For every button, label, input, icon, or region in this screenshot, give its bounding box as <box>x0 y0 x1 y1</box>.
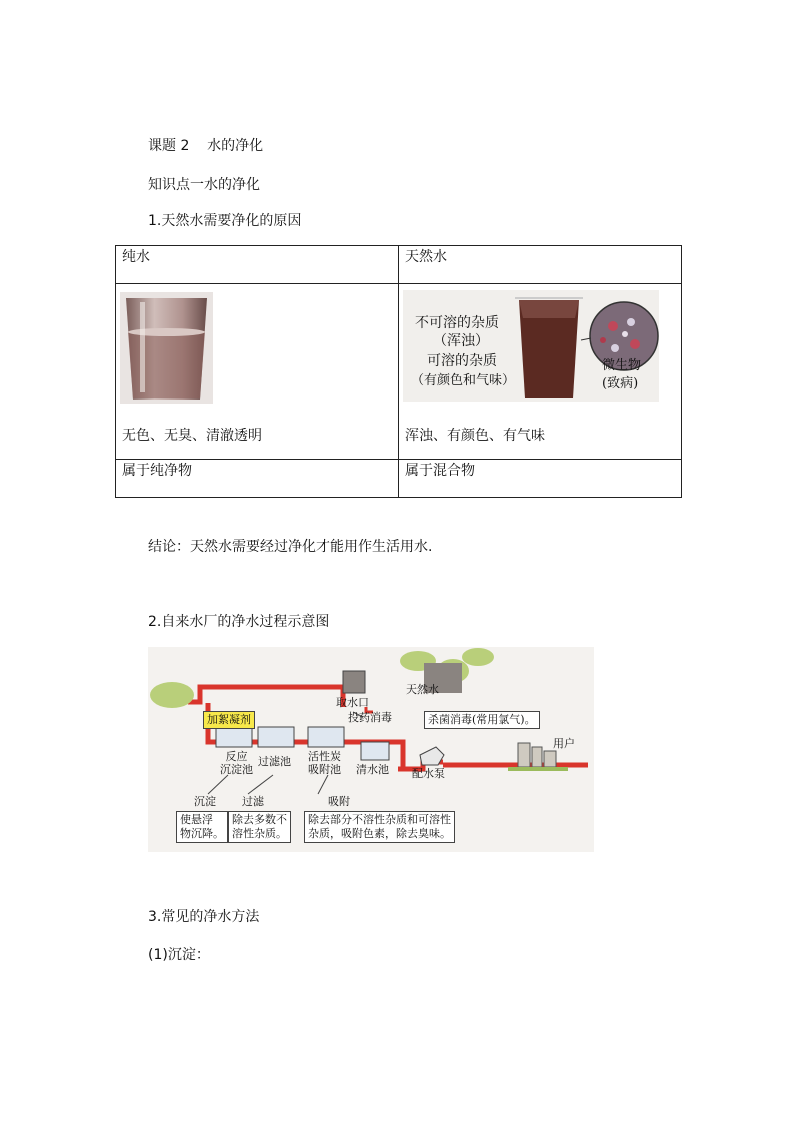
step-settle-label: 沉淀 <box>194 795 216 808</box>
conclusion-text: 结论：天然水需要经过净化才能用作生活用水. <box>148 539 433 555</box>
note-adsorb: 除去部分不溶性杂质和可溶性 杂质，吸附色素，除去臭味。 <box>304 811 455 843</box>
soluble-impurity-note: （有颜色和气味） <box>411 373 516 388</box>
dosing-label: 投药消毒 <box>348 711 392 724</box>
comparison-table <box>115 245 682 498</box>
natural-water-caption: 浑浊、有颜色、有气味 <box>405 428 545 444</box>
microbe-label: 微生物 <box>602 358 642 373</box>
cell-natural-water <box>399 284 682 460</box>
step-adsorb-label: 吸附 <box>328 795 350 808</box>
method-1-sedimentation: (1)沉淀： <box>148 947 210 963</box>
natural-water-source-label: 天然水 <box>406 683 439 696</box>
section-1-title: 1.天然水需要净化的原因 <box>148 213 302 229</box>
pure-water-classification: 属于纯净物 <box>116 460 399 498</box>
water-treatment-diagram <box>148 647 594 852</box>
pump-label: 配水泵 <box>412 767 445 780</box>
lesson-number: 课题 2 <box>148 138 190 154</box>
note-settle: 使悬浮 物沉降。 <box>176 811 228 843</box>
disinfect-note: 杀菌消毒(常用氯气)。 <box>424 711 540 729</box>
natural-water-illustration <box>403 290 659 402</box>
header-natural-water: 天然水 <box>399 246 682 284</box>
insoluble-impurity-label: 不可溶的杂质 <box>415 315 499 331</box>
pure-water-caption: 无色、无臭、清澈透明 <box>122 428 262 444</box>
section-3-title: 3.常见的净水方法 <box>148 909 260 925</box>
tank-clear-water: 清水池 <box>356 763 389 776</box>
cell-pure-water <box>116 284 399 460</box>
tank-reaction-sedimentation: 反应 沉淀池 <box>220 750 253 776</box>
soluble-impurity-label: 可溶的杂质 <box>427 353 497 369</box>
microbe-note: (致病) <box>602 376 639 391</box>
note-filter: 除去多数不 溶性杂质。 <box>228 811 291 843</box>
header-pure-water: 纯水 <box>116 246 399 284</box>
knowledge-point: 知识点一水的净化 <box>148 177 260 193</box>
insoluble-impurity-note: （浑浊） <box>433 333 489 349</box>
intake-label: 取水口 <box>336 696 369 709</box>
tank-filtration: 过滤池 <box>258 755 291 768</box>
section-2-title: 2.自来水厂的净水过程示意图 <box>148 614 330 630</box>
coagulant-label: 加絮凝剂 <box>203 711 255 729</box>
tank-activated-carbon: 活性炭 吸附池 <box>308 750 341 776</box>
lesson-title: 水的净化 <box>207 138 264 154</box>
user-label: 用户 <box>553 737 575 750</box>
pure-water-glass-image <box>120 292 213 404</box>
natural-water-classification: 属于混合物 <box>399 460 682 498</box>
lesson-heading <box>148 137 263 155</box>
step-filter-label: 过滤 <box>242 795 264 808</box>
